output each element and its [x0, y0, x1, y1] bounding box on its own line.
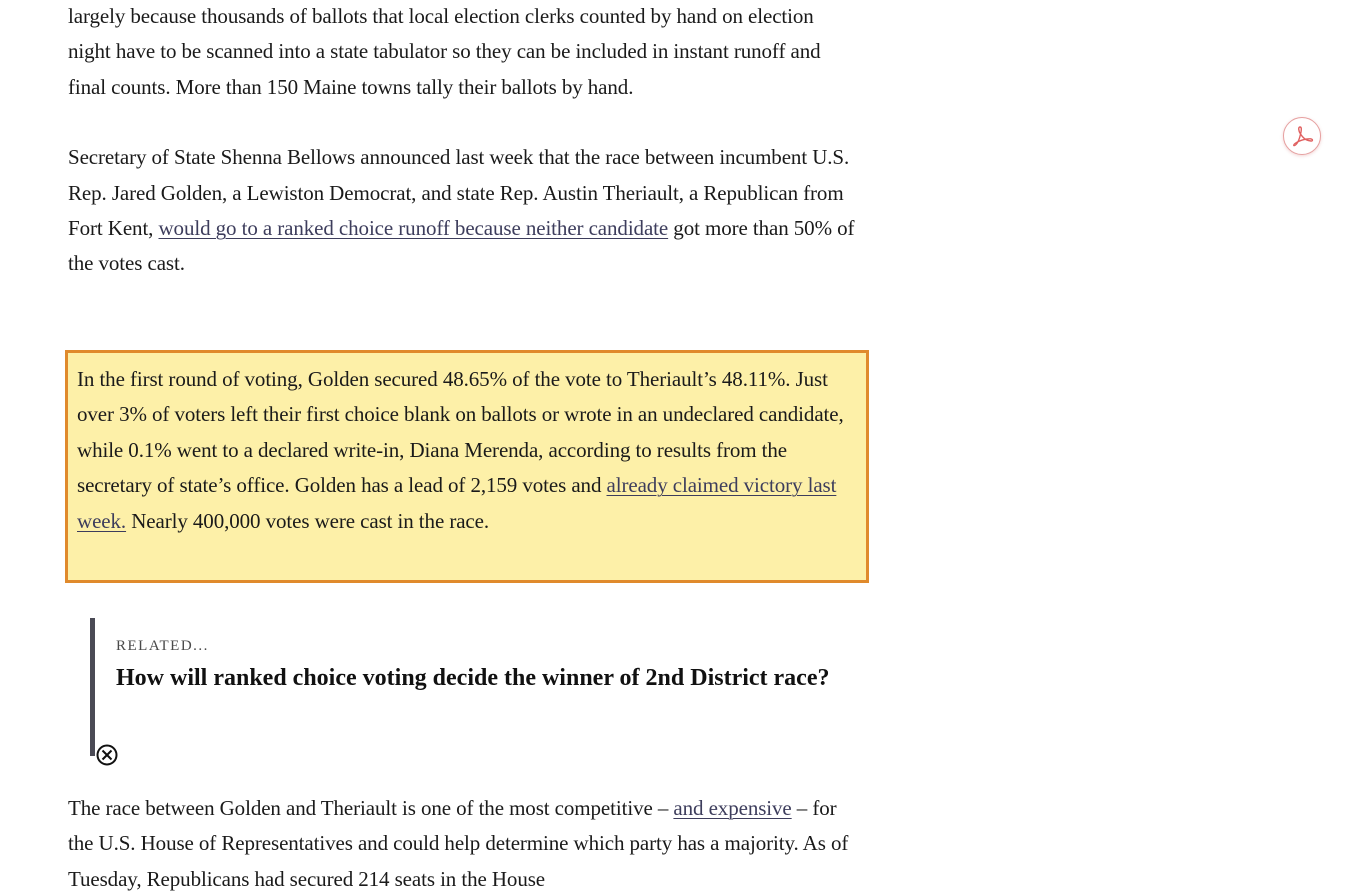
related-kicker: RELATED... — [116, 638, 209, 654]
paragraph-competitive-race — [68, 791, 858, 896]
paragraph-ballot-scanning: largely because thousands of ballots that local election clerks counted by hand on election night have to be scanned into a state tabulator so they can be included in instant runoff and final counts. More than 150 Maine towns tally their ballots by hand. — [68, 4, 821, 99]
related-article-card — [90, 618, 855, 756]
highlighted-paragraph-box — [65, 350, 869, 583]
paragraph-text: The race between Golden and Theriault is one of the most competitive – — [68, 796, 674, 820]
paragraph-text: In the first round of voting, Golden secured 48.65% of the vote to Theriault’s 48.11%. Just over 3% of voters left their first choice blank on ballots or wrote in an undeclared candidate, while 0.1% went to a declared write-in, Diana Merenda, according to results from the secretary of state’s office. Golden has a lead of 2,159 votes and — [77, 367, 844, 498]
pdf-download-button[interactable] — [1283, 117, 1321, 155]
paragraph-text: Nearly 400,000 votes were cast in the race. — [126, 508, 490, 533]
runoff-link[interactable]: would go to a ranked choice runoff because neither candidate — [158, 216, 669, 241]
paragraph-text: got more than 50% of the votes cast. — [68, 216, 855, 276]
highlighted-paragraph — [77, 362, 857, 539]
related-article-link[interactable]: How will ranked choice voting decide the winner of 2nd District race? — [116, 665, 830, 691]
paragraph-text: – for the U.S. House of Representatives and could help determine which party has a majority. As of Tuesday, Republicans had secured 214 seats in the House — [68, 796, 849, 891]
paragraph-text: Secretary of State Shenna Bellows announced last week that the race between incumbent U.S. Rep. Jared Golden, a Lewiston Democrat, and state Rep. Austin Theriault, a Republican from Fort Kent, — [68, 145, 850, 241]
expensive-link[interactable]: and expensive — [673, 796, 792, 820]
article-body — [68, 0, 858, 282]
claimed-victory-link[interactable]: already claimed victory last week. — [77, 473, 837, 533]
paragraph-runoff-announcement — [68, 140, 858, 282]
acrobat-pdf-icon — [1289, 123, 1315, 149]
article-body-continued — [68, 791, 858, 896]
close-circle-icon[interactable] — [96, 744, 118, 766]
